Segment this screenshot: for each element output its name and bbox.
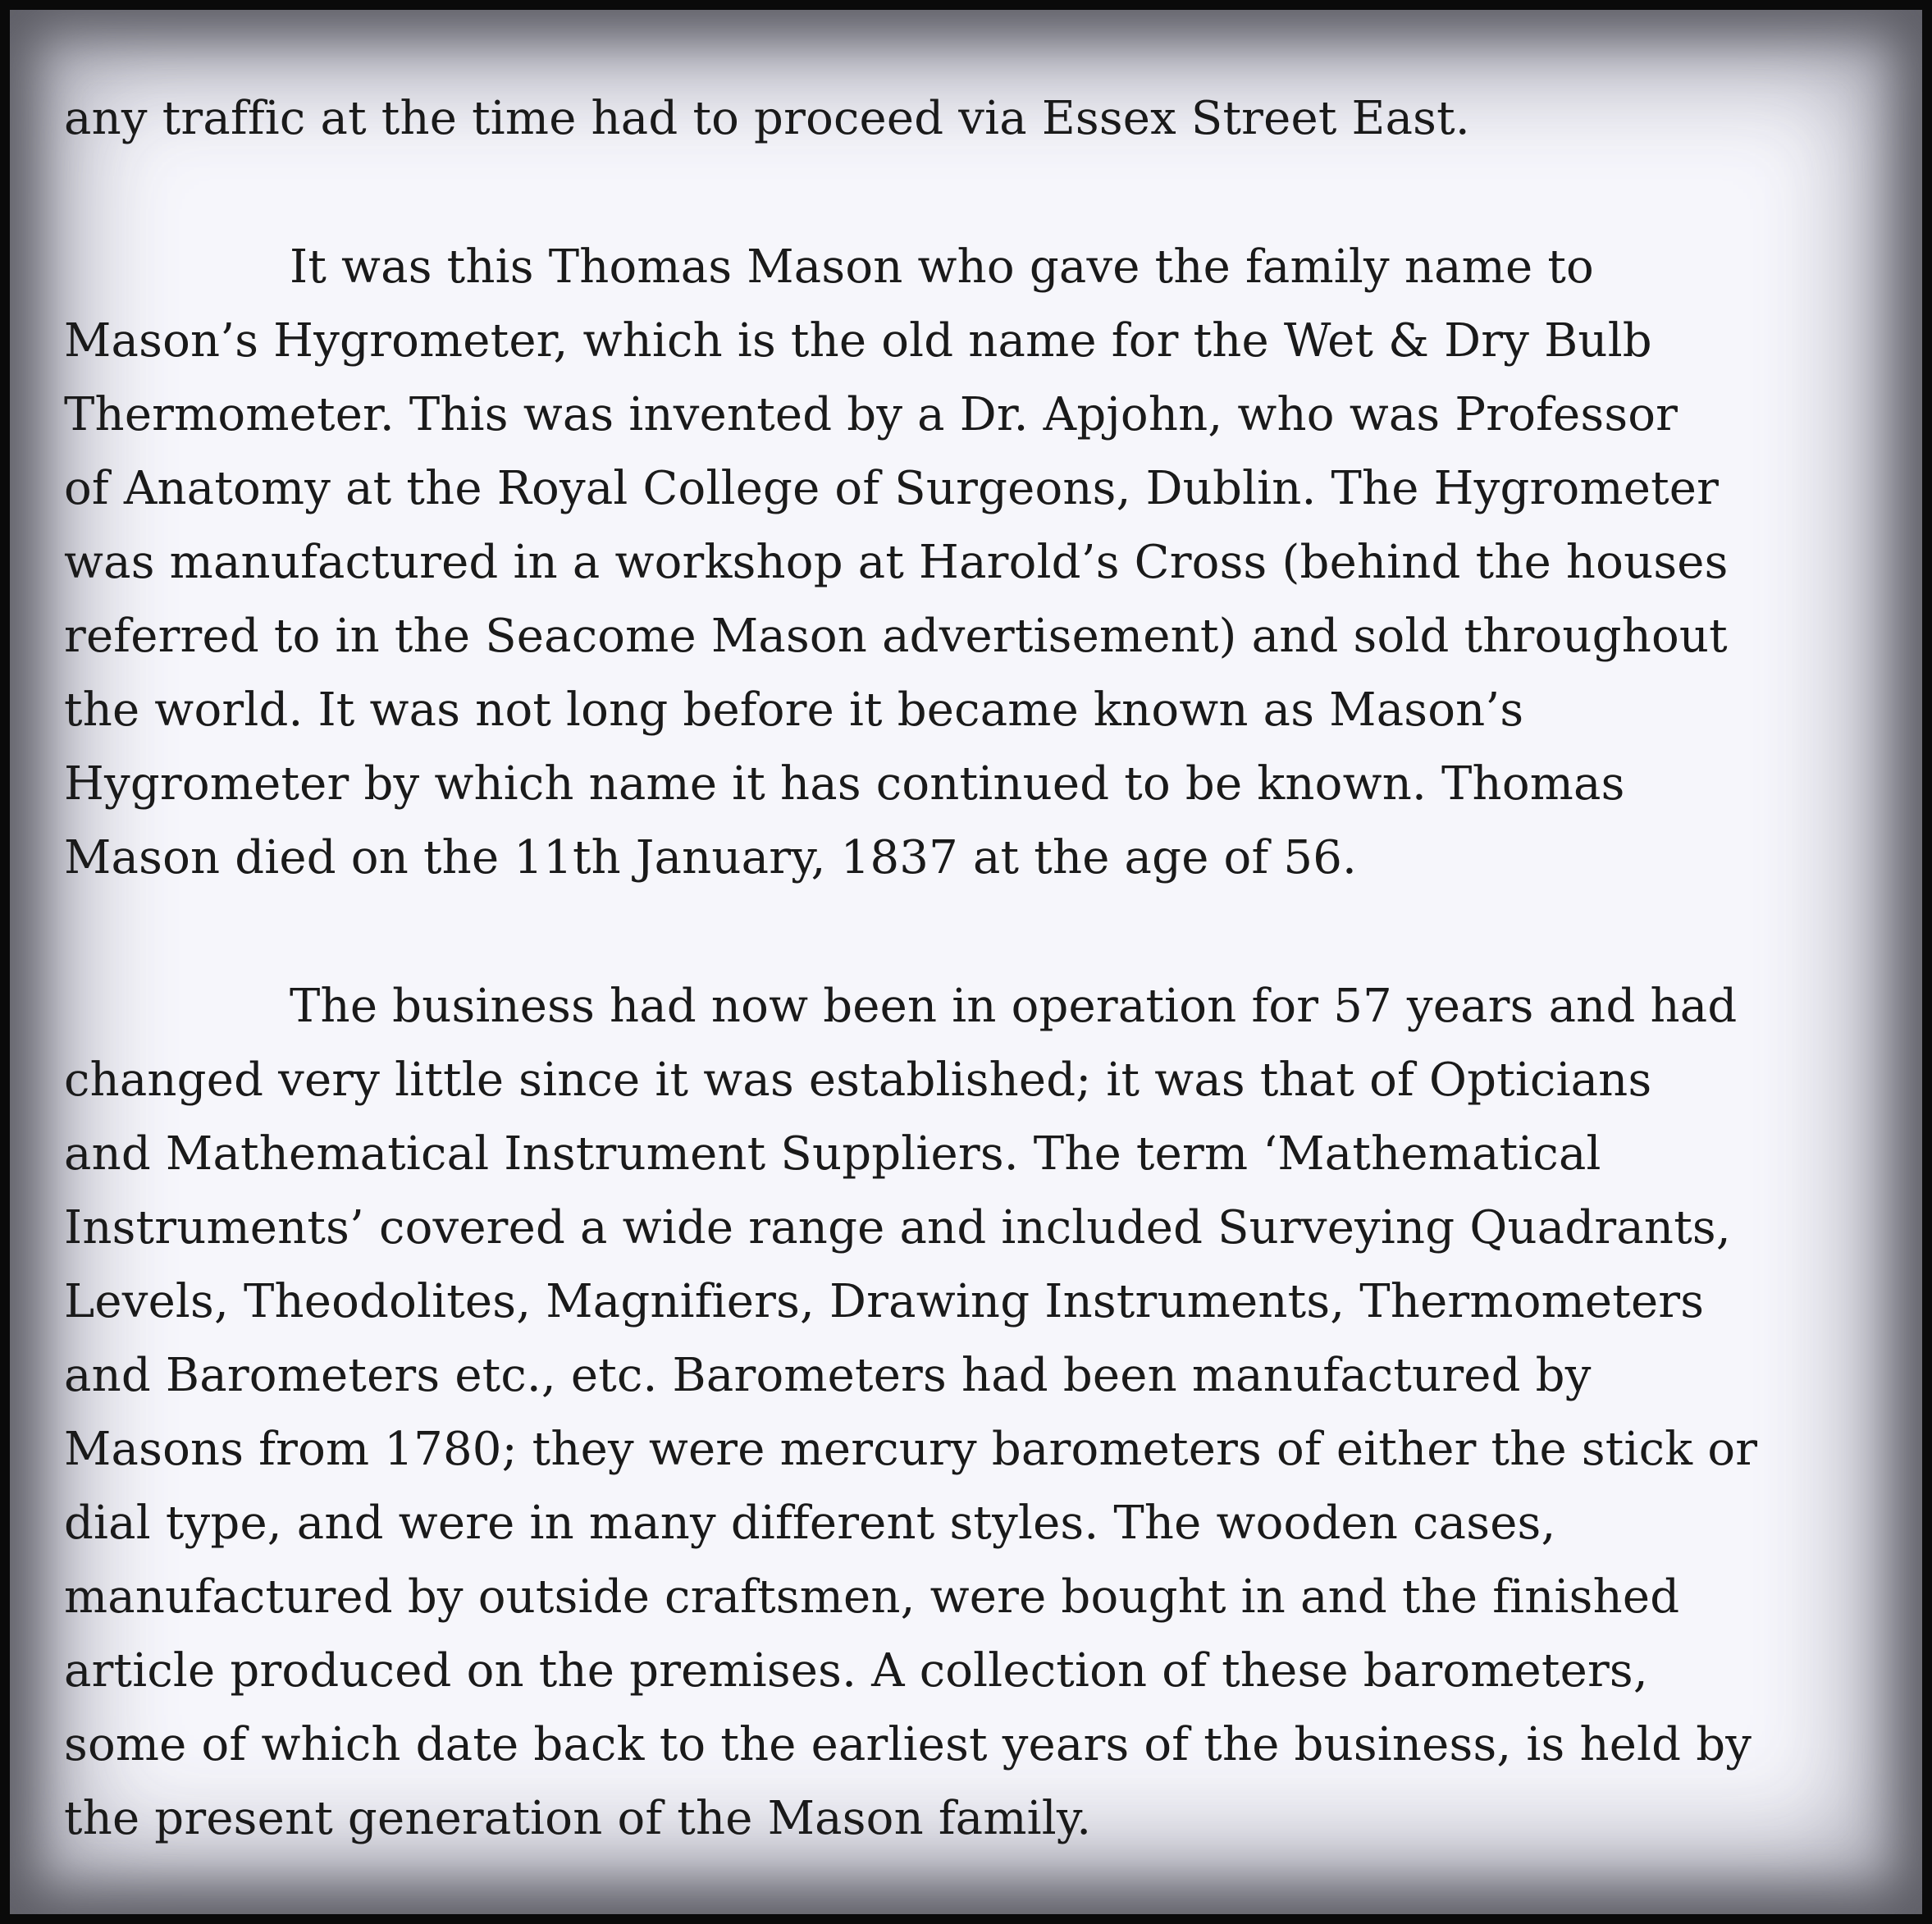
text-line: The business had now been in operation for 57 years and had	[290, 980, 1738, 1033]
text-line: Levels, Theodolites, Magnifiers, Drawing Instruments, Thermometers	[64, 1275, 1705, 1328]
page-panel	[10, 10, 1922, 1914]
text-line: Thermometer. This was invented by a Dr. Apjohn, who was Professor	[64, 388, 1679, 441]
text-line: changed very little since it was established; it was that of Opticians	[64, 1053, 1652, 1107]
paragraph-gap	[64, 156, 1852, 231]
text-line: the world. It was not long before it became known as Mason’s	[64, 683, 1524, 737]
text-line: referred to in the Seacome Mason advertisement) and sold throughout	[64, 610, 1728, 663]
paragraph	[64, 970, 1852, 1856]
document-body	[64, 82, 1852, 1856]
text-line: of Anatomy at the Royal College of Surgeons, Dublin. The Hygrometer	[64, 462, 1720, 515]
text-line: any traffic at the time had to proceed via Essex Street East.	[64, 92, 1470, 145]
text-line: Masons from 1780; they were mercury barometers of either the stick or	[64, 1423, 1758, 1476]
text-line: Mason died on the 11th January, 1837 at the age of 56.	[64, 831, 1358, 884]
text-line: manufactured by outside craftsmen, were bought in and the finished	[64, 1570, 1680, 1624]
text-line: and Barometers etc., etc. Barometers had been manufactured by	[64, 1349, 1592, 1402]
text-line: dial type, and were in many different styles. The wooden cases,	[64, 1497, 1556, 1550]
text-line: It was this Thomas Mason who gave the family name to	[290, 240, 1594, 294]
text-line: and Mathematical Instrument Suppliers. The term ‘Mathematical	[64, 1127, 1601, 1181]
text-line: some of which date back to the earliest years of the business, is held by	[64, 1718, 1752, 1771]
text-line: Mason’s Hygrometer, which is the old name for the Wet & Dry Bulb	[64, 314, 1652, 368]
text-line: Hygrometer by which name it has continued to be known. Thomas	[64, 757, 1625, 811]
text-line: was manufactured in a workshop at Harold’s Cross (behind the houses	[64, 536, 1729, 589]
text-line: the present generation of the Mason family.	[64, 1792, 1092, 1845]
paragraph	[64, 82, 1852, 156]
text-line: Instruments’ covered a wide range and included Surveying Quadrants,	[64, 1201, 1731, 1254]
paragraph	[64, 231, 1852, 895]
paragraph-gap	[64, 895, 1852, 970]
text-line: article produced on the premises. A collection of these barometers,	[64, 1644, 1648, 1698]
